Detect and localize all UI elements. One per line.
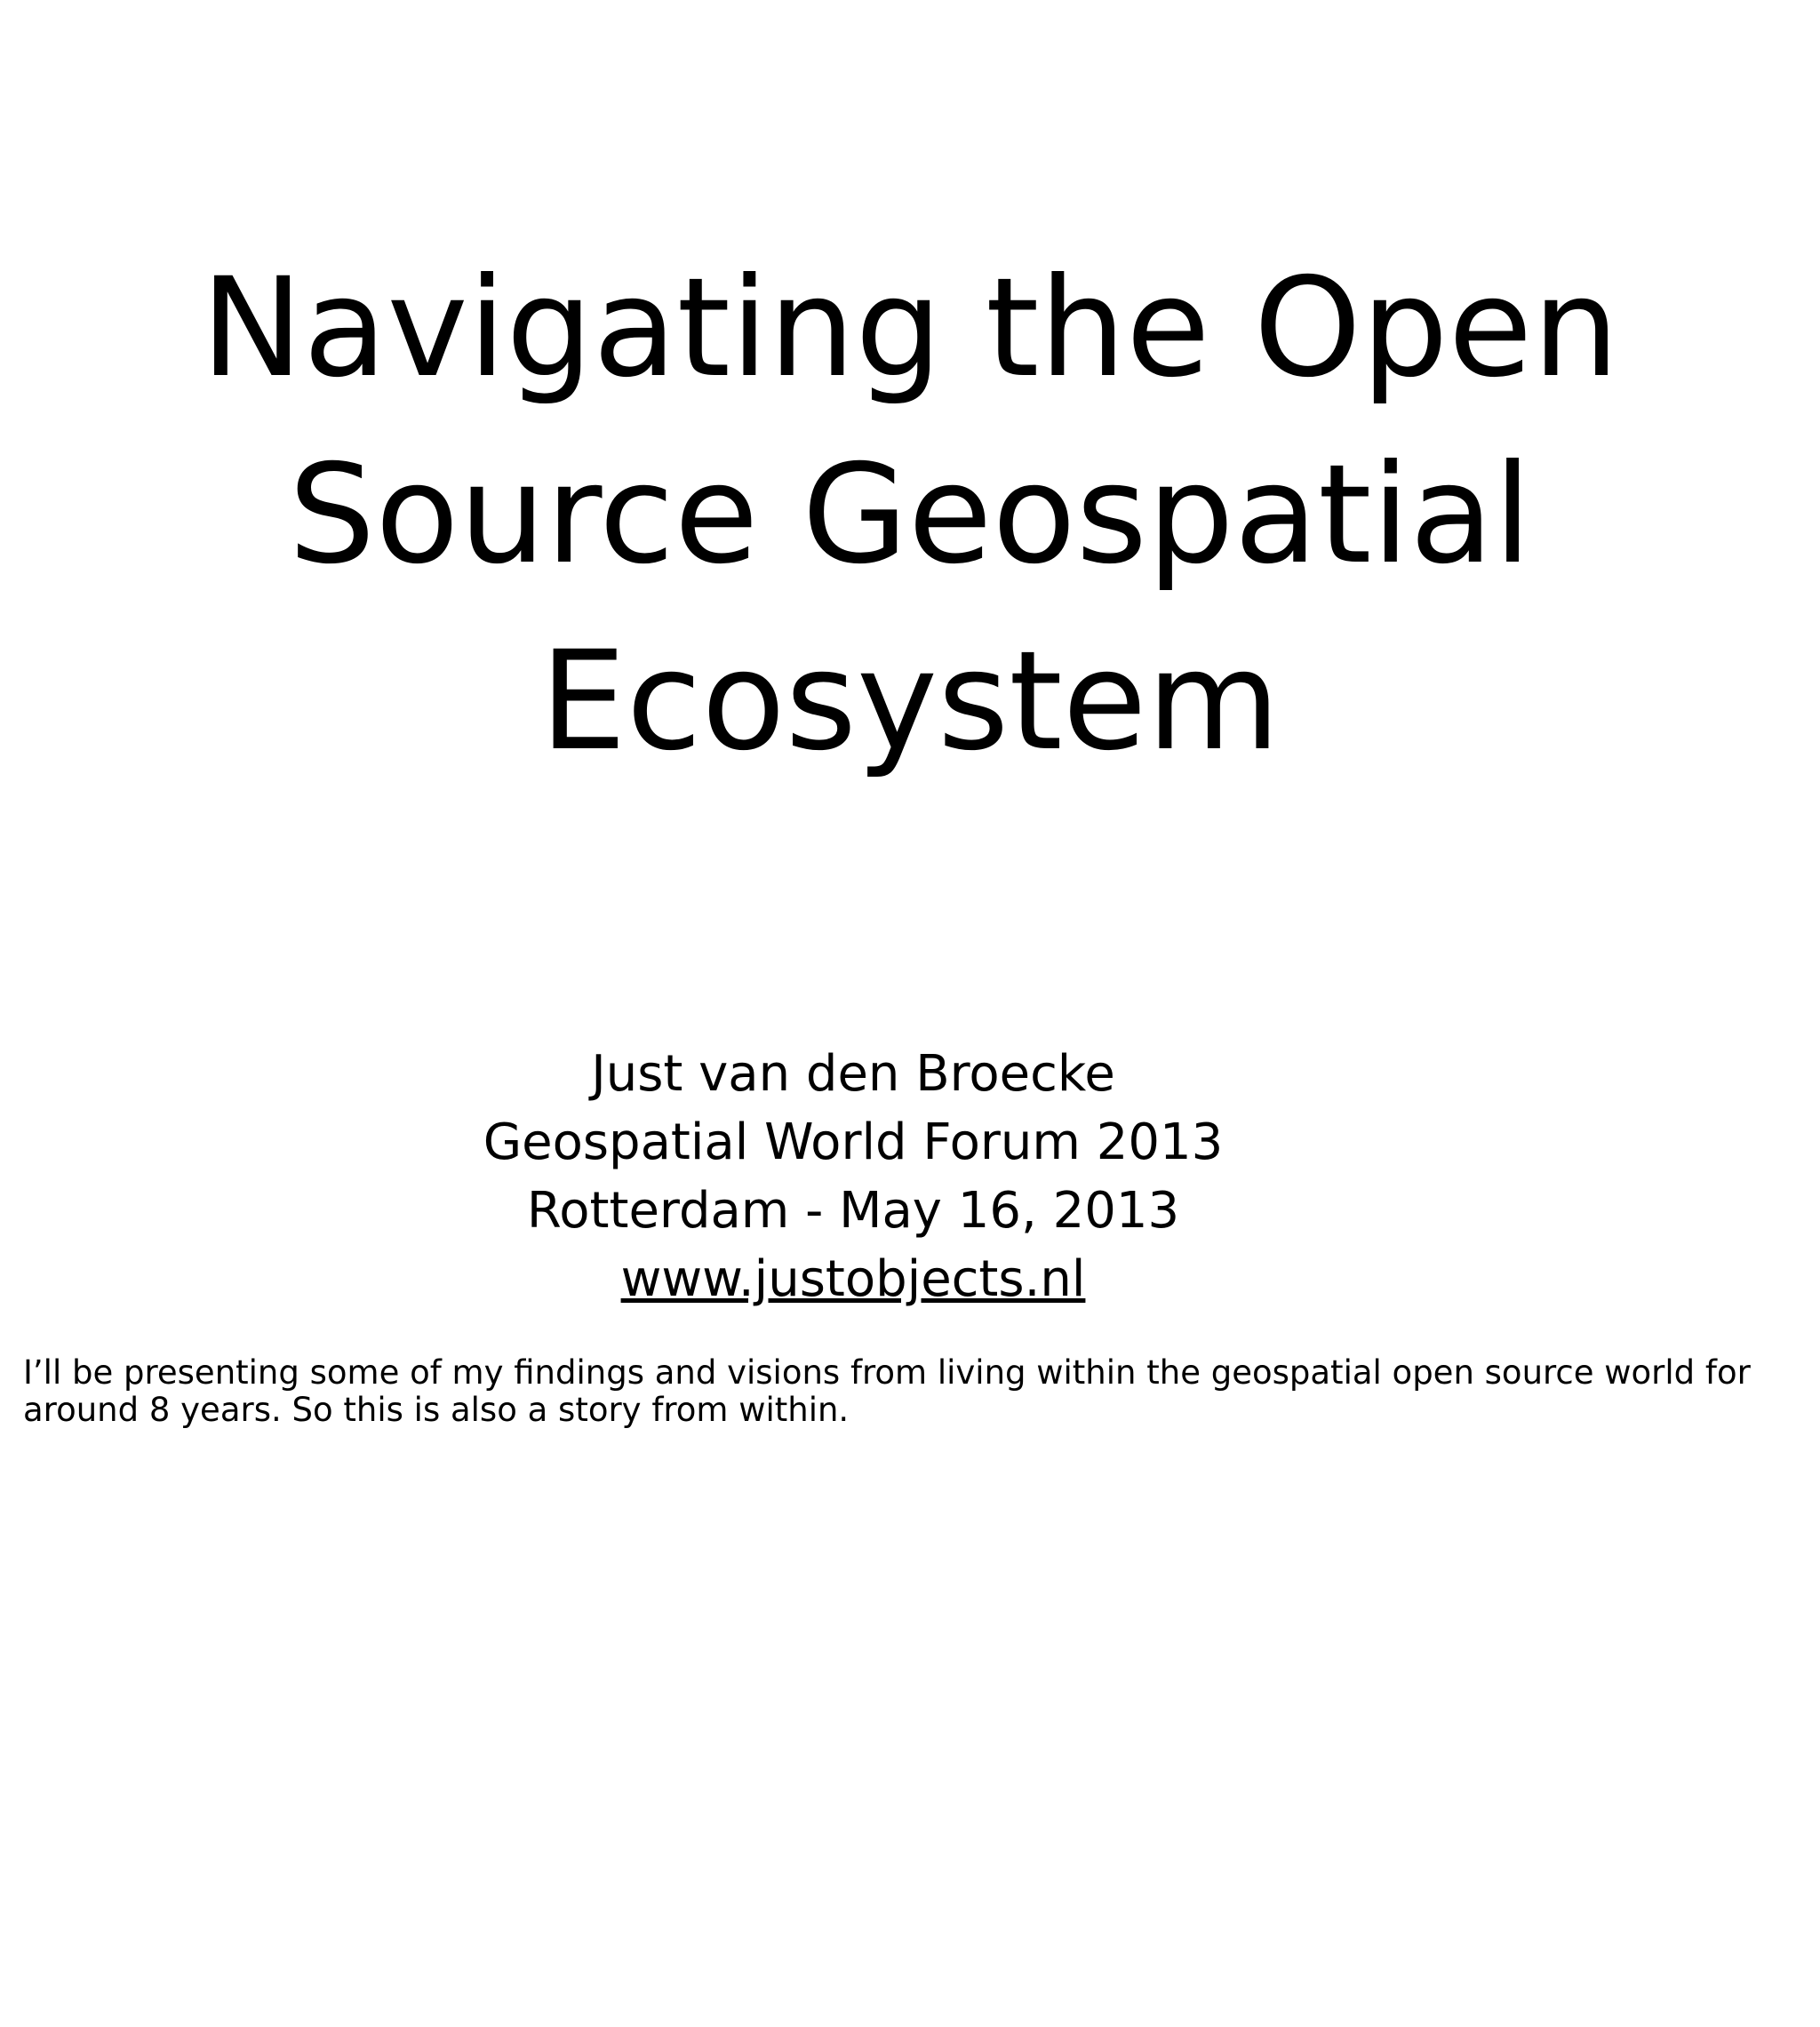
website-line [0,1245,1706,1313]
presenter-name: Just van den Broecke [591,1045,1115,1103]
location-date: Rotterdam - May 16, 2013 [526,1182,1180,1240]
website-link[interactable]: www.justobjects.nl [620,1250,1086,1308]
event-name: Geospatial World Forum 2013 [483,1113,1224,1171]
slide-title [0,235,1820,795]
slide-title-line: Navigating the Open [200,249,1620,408]
slide-byline [0,1040,1706,1313]
slide-title-line: Ecosystem [539,622,1281,781]
speaker-notes: I’ll be presenting some of my findings and visions from living within the geospatial open source world for around 8 years. So this is also a story from within. [23,1353,1751,1429]
slide-title-line: Source Geospatial [288,435,1532,595]
